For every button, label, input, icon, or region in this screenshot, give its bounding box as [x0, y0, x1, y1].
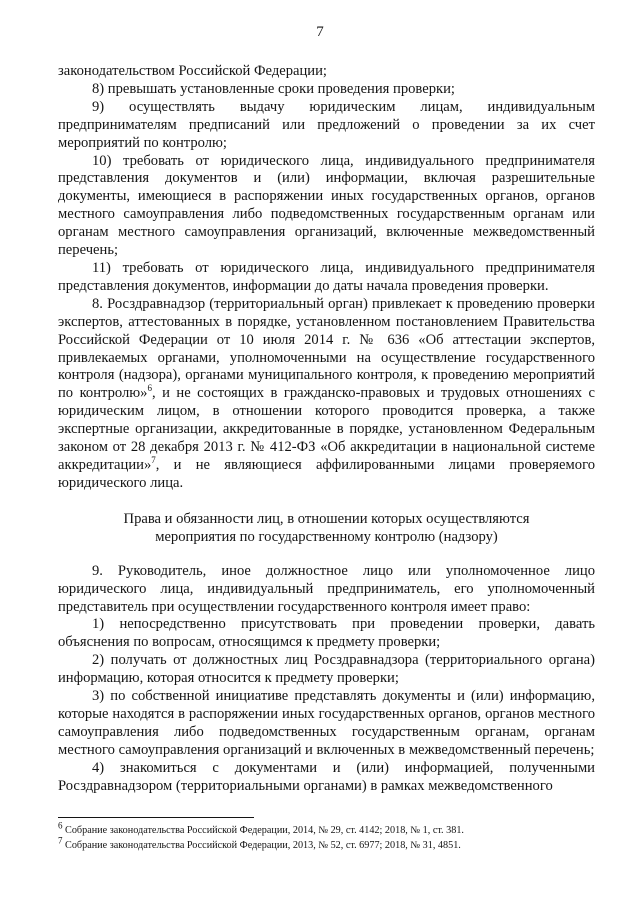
- footnote-7: [58, 835, 598, 852]
- paragraph-continuation: законодательством Российской Федерации;: [58, 63, 327, 79]
- paragraph-8-experts: [58, 296, 595, 493]
- footnote-ref-6: 6: [147, 383, 152, 394]
- paragraph-right-4: 4) знакомиться с документами и (или) информацией, полученными Росздравнадзором (территориальными органами) в рамках межведомственного: [58, 759, 595, 794]
- paragraph-right-2: 2) получать от должностных лиц Росздравнадзора (территориального органа) информацию, которая относится к предмету проверки;: [58, 652, 595, 687]
- section-heading-line-2: мероприятия по государственному контролю (надзору): [155, 528, 498, 545]
- page-number: 7: [316, 24, 324, 40]
- paragraph-8-text-b: , и не состоящих в гражданско-правовых и трудовых отношениях с юридическим лицом, в отношении которого проводится проверка, а также экспертные организации, аккредитованные в порядке, установленном Федеральным законом от 28 декабря 2013 г. № 412-ФЗ «Об аккредитации в национальной системе аккредитации»: [58, 385, 595, 473]
- paragraph-item-11: 11) требовать от юридического лица, индивидуального предпринимателя представления документов, информации до даты начала проведения проверки.: [58, 259, 595, 294]
- footnote-6-text: Собрание законодательства Российской Федерации, 2014, № 29, ст. 4142; 2018, № 1, ст. 381.: [62, 825, 464, 836]
- paragraph-9-rights: 9. Руководитель, иное должностное лицо или уполномоченное лицо юридического лица, индивидуальный предприниматель, его уполномоченный представитель при осуществлении государственного контроля имеет право:: [58, 562, 595, 615]
- paragraph-right-3: 3) по собственной инициативе представлять документы и (или) информацию, которые находятся в распоряжении иных государственных органов, органов местного самоуправления либо подведомственных государственным органам, органам местного самоуправления организаций и включенных в межведомственный перечень;: [58, 688, 595, 758]
- footnote-ref-7: 7: [151, 455, 156, 466]
- section-heading: [58, 510, 595, 546]
- section-heading-line-1: Права и обязанности лиц, в отношении которых осуществляются: [123, 510, 530, 527]
- paragraph-right-1: 1) непосредственно присутствовать при проведении проверки, давать объяснения по вопросам, относящимся к предмету проверки;: [58, 616, 595, 651]
- footnote-7-text: Собрание законодательства Российской Федерации, 2013, № 52, ст. 6977; 2018, № 31, 4851.: [62, 840, 461, 851]
- paragraph-item-8: 8) превышать установленные сроки проведения проверки;: [92, 80, 455, 97]
- paragraph-item-10: 10) требовать от юридического лица, индивидуального предпринимателя представления документов и (или) информации, включая разрешительные документы, имеющиеся в распоряжении иных государственных органов, органов местного самоуправления либо подведомственных государственным органам или органам местного самоуправления организаций, включенные межведомственный перечень;: [58, 152, 595, 259]
- document-body: [58, 63, 595, 796]
- paragraph-8-text-a: 8. Росздравнадзор (территориальный орган) привлекает к проведению проверки экспертов, аттестованных в порядке, установленном постановлением Правительства Российской Федерации от 10 июля 2014 г. № 636 «Об аттестации экспертов, привлекаемых органами, уполномоченными на осуществление государственного контроля (надзора), органами муниципального контроля, к проведению мероприятий по контролю»: [58, 295, 595, 402]
- footnote-6: [58, 820, 598, 837]
- footnote-mark-6: 6: [58, 820, 63, 831]
- footnote-mark-7: 7: [58, 835, 63, 846]
- paragraph-item-9: 9) осуществлять выдачу юридическим лицам, индивидуальным предпринимателям предписаний или предложений о проведении за их счет мероприятий по контролю;: [58, 98, 595, 151]
- paragraph-8-text-c: , и не являющиеся аффилированными лицами проверяемого юридического лица.: [58, 456, 595, 491]
- footnote-separator: [58, 817, 254, 818]
